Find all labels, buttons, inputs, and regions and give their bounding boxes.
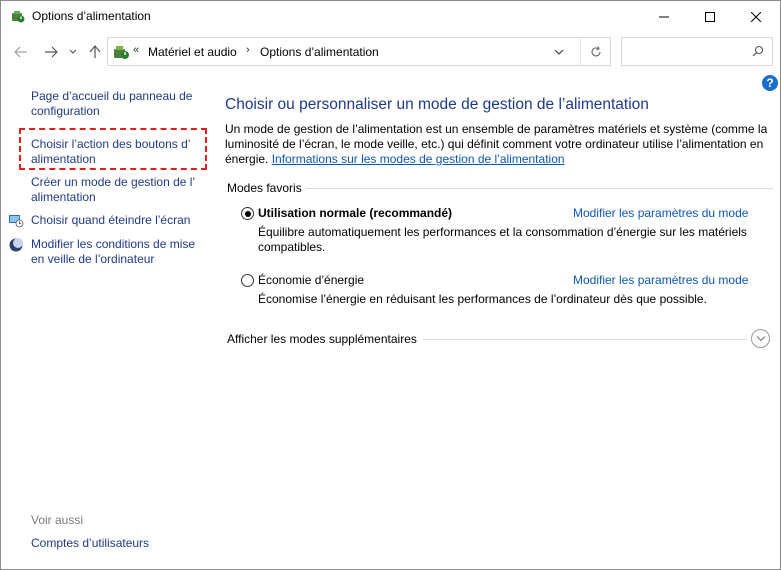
plan-balanced-settings-link[interactable]: Modifier les paramètres du mode [573, 206, 749, 220]
sidebar-item-display-off[interactable]: Choisir quand éteindre l’écran [31, 213, 191, 227]
moon-sleep-icon [8, 237, 24, 253]
maximize-icon [705, 12, 715, 22]
clock-monitor-icon [8, 212, 24, 228]
back-arrow-icon [14, 46, 28, 58]
see-also-heading: Voir aussi [31, 513, 84, 527]
plan-balanced-description: Équilibre automatiquement les performances et la consommation d’énergie sur les matériels compatibles. [258, 225, 747, 254]
sidebar-item-create-plan[interactable]: Créer un mode de gestion de l’ alimentation [31, 175, 195, 204]
sidebar-item-power-buttons[interactable]: Choisir l’action des boutons d’ alimentation [31, 137, 190, 166]
favorites-heading: Modes favoris [227, 181, 306, 195]
help-button[interactable]: ? [762, 75, 778, 91]
plan-power-saver-description: Économise l’énergie en réduisant les performances de l’ordinateur dès que possible. [258, 292, 707, 306]
info-link[interactable]: Informations sur les modes de gestion de l’alimentation [271, 152, 565, 166]
user-accounts-link[interactable]: Comptes d’utilisateurs [31, 536, 150, 550]
plan-power-saver-radio[interactable] [241, 274, 254, 287]
minimize-button[interactable] [641, 1, 687, 32]
page-title: Choisir ou personnaliser un mode de gestion de l’alimentation [225, 96, 649, 113]
plan-power-saver-settings-link[interactable]: Modifier les paramètres du mode [573, 273, 749, 287]
title-bar [1, 1, 780, 32]
breadcrumb-power-options[interactable]: Options d’alimentation [260, 45, 379, 59]
search-input[interactable] [621, 37, 773, 66]
refresh-icon [590, 46, 602, 58]
additional-plans-label[interactable]: Afficher les modes supplémentaires [227, 332, 423, 346]
additional-plans-divider [421, 339, 747, 340]
plan-balanced-name[interactable]: Utilisation normale (recommandé) [258, 206, 453, 220]
back-button[interactable] [11, 42, 31, 62]
recent-locations-button[interactable] [67, 42, 79, 62]
search-icon [752, 45, 764, 57]
address-dropdown-button[interactable] [554, 43, 570, 61]
address-bar[interactable] [107, 37, 611, 66]
page-description [225, 122, 773, 167]
window-title: Options d’alimentation [32, 9, 151, 23]
description-text: Un mode de gestion de l’alimentation est un ensemble de paramètres matériels et système (comme la luminosité de l’écran, le mode veille, etc.) qui définit comment votre ordinateur utilise l’alimentation en énergie. [225, 122, 768, 166]
close-button[interactable] [733, 1, 779, 32]
plan-power-saver-name[interactable]: Économie d’énergie [258, 273, 365, 287]
power-options-icon [10, 8, 26, 24]
plan-balanced-radio[interactable] [241, 207, 254, 220]
forward-arrow-icon [44, 46, 58, 58]
control-panel-icon [112, 43, 130, 61]
favorites-divider [301, 188, 773, 189]
chevron-down-icon [69, 49, 77, 55]
sidebar-item-sleep-settings[interactable]: Modifier les conditions de mise en veille de l’ordinateur [31, 237, 196, 266]
maximize-button[interactable] [687, 1, 733, 32]
breadcrumb-hardware-sound[interactable]: Matériel et audio [148, 45, 237, 59]
expand-additional-plans-button[interactable] [751, 329, 770, 348]
chevron-down-icon [756, 335, 766, 342]
chevron-down-icon [554, 43, 564, 61]
refresh-button[interactable] [580, 38, 610, 65]
sidebar-item-control-panel-home[interactable]: Page d’accueil du panneau de configuration [31, 89, 193, 118]
forward-button[interactable] [41, 42, 61, 62]
close-icon [751, 12, 761, 22]
minimize-icon [659, 12, 669, 22]
breadcrumb-separator[interactable]: › [246, 44, 250, 56]
up-button[interactable] [87, 42, 103, 62]
up-arrow-icon [89, 45, 101, 59]
address-overflow[interactable]: « [133, 44, 140, 56]
